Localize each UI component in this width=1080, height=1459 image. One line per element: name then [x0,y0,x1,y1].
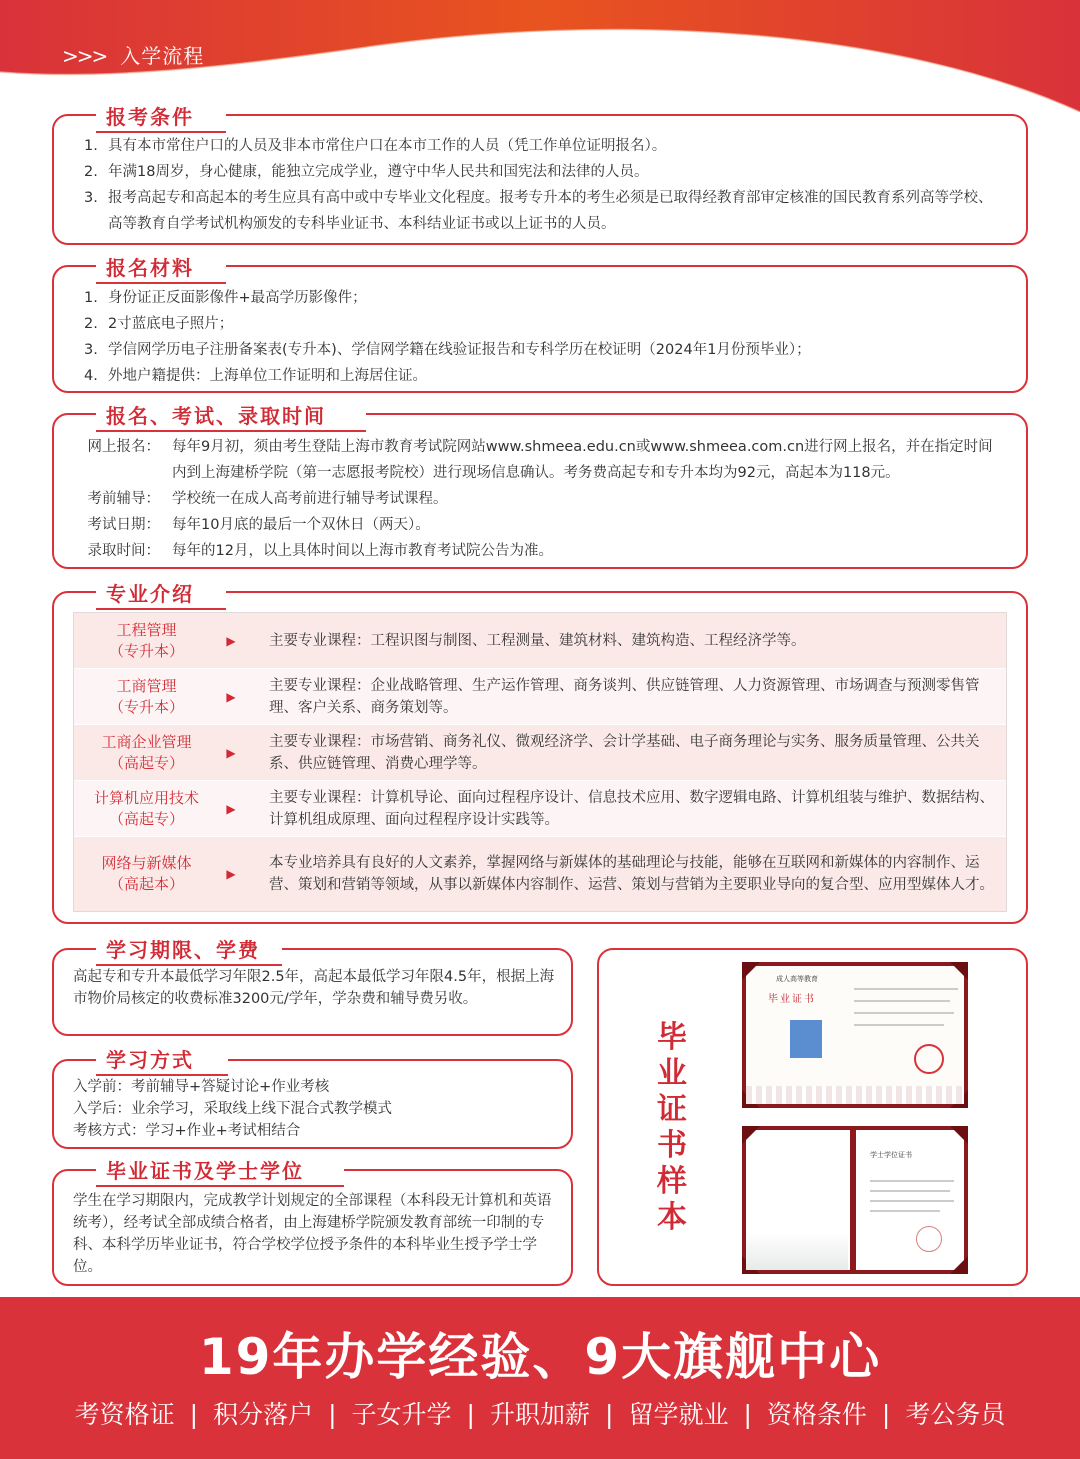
majors-table [73,612,1007,912]
diploma-heading: 成人高等教育 [776,975,818,983]
degree-sample-image [742,1126,968,1274]
footer-tag: 升职加薪 [489,1400,590,1429]
degree-cert-title: 学士学位证书 [870,1151,912,1159]
arrow-right-icon: ▶ [226,867,236,881]
divider: | [466,1400,475,1429]
requirements-list [84,133,1010,237]
major-name-cell: 工商企业管理 （高起专） [101,732,192,772]
major-name-cell: 计算机应用技术 （高起专） [93,788,199,828]
major-name-cell: 工商管理 （专升本） [108,676,184,716]
arrow-right-icon: ▶ [226,689,236,704]
list-item: 入学前：考前辅导+答疑讨论+作业考核 [73,1079,330,1095]
divider: | [189,1400,199,1429]
major-name-cell: 网络与新媒体 （高起本） [101,854,192,893]
duration-text: 高起专和专升本最低学习年限2.5年，高起本最低学习年限4.5年，根据上海市物价局核定的收费标准3200元/学年，学杂费和辅导费另收。 [73,969,555,1007]
table-row [74,725,1006,781]
materials-title: 报名材料 [96,252,226,284]
list-item: 4. 外地户籍提供：上海单位工作证明和上海居住证。 [84,368,427,384]
degree-text: 学生在学习期限内，完成教学计划规定的全部课程（本科段无计算机和英语统考），经考试全部成绩合格者，由上海建桥学院颁发教育部统一印制的专科、本科学历毕业证书，符合学校学位授予条件的本科毕业生授予学士学位。 [73,1193,552,1275]
requirements-title: 报考条件 [96,101,226,133]
major-desc: 主要专业课程：市场营销、商务礼仪、微观经济学、会计学基础、电子商务理论与实务、服务质量管理、公共关系、供应链管理、消费心理学等。 [269,733,980,772]
table-row [74,837,1006,911]
header-title [62,40,204,69]
footer-title: 19年办学经验、9大旗舰中心 [198,1328,882,1386]
header-banner [0,0,1080,112]
diploma-title: 毕业证书 [768,994,816,1005]
divider: | [881,1400,891,1429]
footer-tag: 留学就业 [628,1400,729,1429]
divider: | [328,1400,337,1429]
arrow-right-icon: ▶ [226,745,236,760]
list-item: 1. 身份证正反面影像件+最高学历影像件； [84,290,367,306]
list-item: 3. 学信网学历电子注册备案表(专升本)、学信网学籍在线验证报告和专科学历在校证明（2024年1月份预毕业）； [84,342,811,358]
schedule-row: 考试日期： 每年10月底的最后一个双休日（两天）。 [87,517,430,533]
certificate-samples-label: 毕业证书样本 [657,1020,687,1235]
degree-title: 毕业证书及学士学位 [96,1155,344,1187]
diploma-sample-image [742,962,968,1108]
duration-title: 学习期限、学费 [96,934,282,966]
list-item: 入学后：业余学习，采取线上线下混合式教学模式 [73,1101,392,1117]
materials-list [84,285,1010,389]
footer-tag: 子女升学 [351,1400,452,1429]
footer-tag: 资格条件 [766,1400,867,1429]
header-title-text: 入学流程 [120,44,205,68]
chevrons-icon: >>> [62,44,107,68]
major-desc: 主要专业课程：工程识图与制图、工程测量、建筑材料、建筑构造、工程经济学等。 [269,632,806,649]
list-item: 2. 2寸蓝底电子照片； [84,316,234,332]
mode-title: 学习方式 [96,1044,228,1076]
photo-placeholder [790,1020,822,1058]
list-item: 3. 报考高起专和高起本的考生应具有高中或中专毕业文化程度。报考专升本的考生必须是已取得经教育部审定核准的国民教育系列高等学校、高等教育自学考试机构颁发的专科毕业证书、本科结业证书或以上证书的人员。 [84,190,993,232]
table-row [74,669,1006,725]
seal-icon [914,1044,944,1074]
schedule-title: 报名、考试、录取时间 [96,400,366,432]
major-desc: 主要专业课程：企业战略管理、生产运作管理、商务谈判、供应链管理、人力资源管理、市场调查与预测零售管理、客户关系、商务策划等。 [269,677,980,716]
footer-tag: 考资格证 [74,1400,175,1429]
major-desc: 本专业培养具有良好的人文素养，掌握网络与新媒体的基础理论与技能，能够在互联网和新媒体的内容制作、运营、策划和营销等领域，从事以新媒体内容制作、运营、策划与营销为主要职业导向的复合型、应用型媒体人才。 [269,855,994,893]
seal-icon [916,1226,942,1252]
table-row [74,613,1006,669]
major-desc: 主要专业课程：计算机导论、面向过程程序设计、信息技术应用、数字逻辑电路、计算机组装与维护、数据结构、计算机组成原理、面向过程程序设计实践等。 [269,789,994,828]
list-item: 2. 年满18周岁，身心健康，能独立完成学业，遵守中华人民共和国宪法和法律的人员。 [84,164,649,180]
schedule-row: 网上报名： 每年9月初，须由考生登陆上海市教育考试院网站www.shmeea.edu.cn或www.shmeea.com.cn进行网上报名，并在指定时间内到上海建桥学院（第一志愿报考院校）进行现场信息确认。考务费高起专和专升本均为92元，高起本为118元。 [87,439,993,481]
footer-tag: 考公务员 [905,1400,1006,1429]
divider: | [743,1400,752,1429]
arrow-right-icon: ▶ [226,633,236,648]
footer-tag: 积分落户 [213,1400,314,1429]
schedule-row: 考前辅导： 学校统一在成人高考前进行辅导考试课程。 [87,491,448,507]
mode-list [73,1076,555,1142]
schedule-list [72,434,1002,564]
list-item: 考核方式：学习+作业+考试相结合 [73,1123,301,1139]
major-name-cell: 工程管理 （专升本） [108,620,184,660]
schedule-row: 录取时间： 每年的12月，以上具体时间以上海市教育考试院公告为准。 [87,543,553,559]
list-item: 1. 具有本市常住户口的人员及非本市常住户口在本市工作的人员（凭工作单位证明报名）。 [84,138,667,154]
footer-banner [0,1297,1080,1459]
majors-title: 专业介绍 [96,578,226,610]
footer-tags [0,1395,1080,1431]
table-row [74,781,1006,837]
arrow-right-icon: ▶ [226,801,236,816]
divider: | [605,1400,614,1429]
